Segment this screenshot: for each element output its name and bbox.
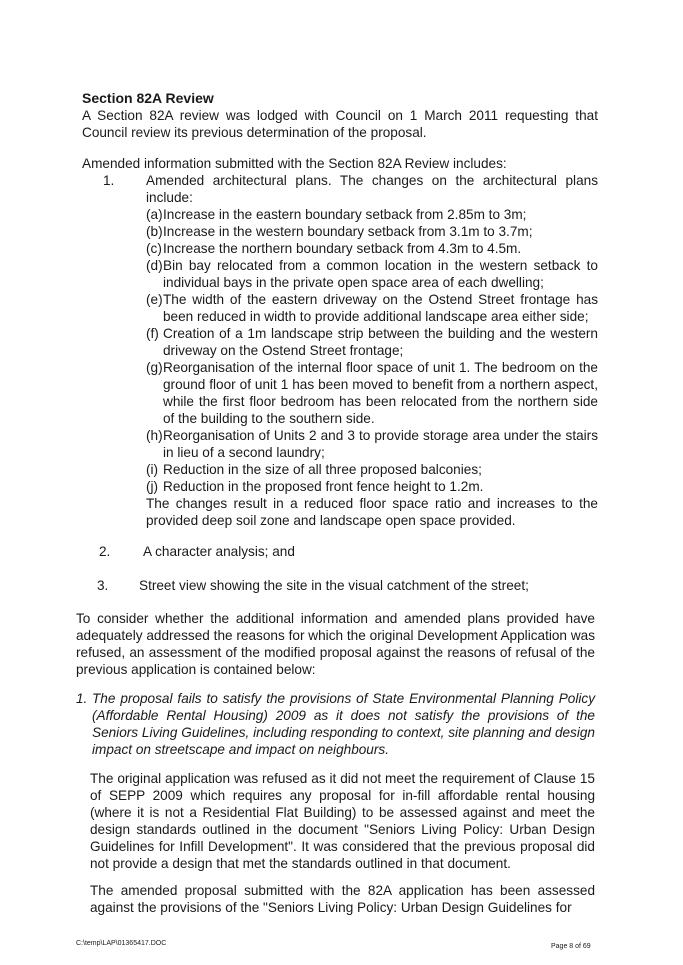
original-application-paragraph: The original application was refused as it did not meet the requirement of Clause 15 of SEPP 2009 which requires any proposal for in-fill affordable rental housing (where it is not a Residential Flat Building) to be assessed against and meet the design standards outlined in the document "Seniors Living Policy: Urban Design Guidelines for Infill Development". It was considered that the previous proposal did not provide a design that met the standards outlined in that document. bbox=[90, 771, 595, 871]
list-item-number: 1. bbox=[103, 173, 115, 188]
list-item-text: Street view showing the site in the visual catchment of the street; bbox=[139, 578, 529, 593]
sub-list-item-label: (a) bbox=[146, 207, 163, 222]
sub-list-item bbox=[146, 223, 598, 240]
section-heading: Section 82A Review bbox=[82, 90, 214, 106]
changes-summary: The changes result in a reduced floor space ratio and increases to the provided deep soil zone and landscape open space provided. bbox=[146, 496, 598, 528]
section-intro-paragraph: A Section 82A review was lodged with Council on 1 March 2011 requesting that Council review its previous determination of the proposal. bbox=[82, 108, 598, 140]
sub-list-item-label: (h) bbox=[146, 428, 163, 443]
footer-page-number: Page 8 of 69 bbox=[551, 943, 591, 950]
sub-list-item-label: (f) bbox=[146, 326, 159, 341]
list-item-text: Amended architectural plans. The changes on the architectural plans include: bbox=[146, 173, 598, 205]
sub-list-item-text: Reorganisation of the internal floor space of unit 1. The bedroom on the ground floor of unit 1 has been moved to benefit from a northern aspect, while the first floor bedroom has been relocated from the northern side of the building to the southern side. bbox=[163, 360, 598, 426]
sub-list-item-label: (c) bbox=[146, 241, 162, 256]
sub-list-item-label: (i) bbox=[146, 462, 159, 477]
sub-list-item bbox=[146, 461, 598, 478]
sub-list-item bbox=[146, 478, 598, 495]
sub-list-item-text: Increase the northern boundary setback from 4.3m to 4.5m. bbox=[163, 241, 522, 256]
amended-proposal-paragraph: The amended proposal submitted with the 82A application has been assessed against the provisions of the "Seniors Living Policy: Urban Design Guidelines for bbox=[90, 883, 595, 915]
sub-list-item-text: Reduction in the proposed front fence height to 1.2m. bbox=[163, 479, 484, 494]
list-item-text: A character analysis; and bbox=[143, 544, 295, 559]
sub-list-item-label: (j) bbox=[146, 479, 159, 494]
sub-list-item bbox=[146, 291, 598, 325]
sub-list-item bbox=[146, 325, 598, 359]
sub-list-item-label: (b) bbox=[146, 224, 163, 239]
sub-list-item bbox=[146, 257, 598, 291]
sub-list-item-label: (g) bbox=[146, 360, 163, 375]
sub-list-item bbox=[146, 359, 598, 427]
list-item-number: 3. bbox=[97, 578, 109, 593]
amended-intro: Amended information submitted with the Section 82A Review includes: bbox=[82, 156, 507, 171]
consideration-paragraph: To consider whether the additional information and amended plans provided have adequately addressed the reasons for which the original Development Application was refused, an assessment of the modified proposal against the reasons of refusal of the previous application is contained below: bbox=[76, 611, 595, 677]
sub-list-item-text: Reorganisation of Units 2 and 3 to provide storage area under the stairs in lieu of a second laundry; bbox=[163, 428, 598, 460]
sub-list-item-text: The width of the eastern driveway on the Ostend Street frontage has been reduced in width to provide additional landscape area either side; bbox=[163, 292, 598, 324]
sub-list-item-text: Reduction in the size of all three proposed balconies; bbox=[163, 462, 482, 477]
refusal-reason-text: The proposal fails to satisfy the provisions of State Environmental Planning Policy (Affordable Rental Housing) 2009 as it does not satisfy the provisions of the Seniors Living Guidelines, including responding to context, site planning and design impact on streetscape and impact on neighbours. bbox=[92, 691, 595, 757]
sub-list-item bbox=[146, 206, 598, 223]
reason-number: 1. bbox=[76, 691, 88, 706]
sub-list-item-label: (d) bbox=[146, 258, 163, 273]
sub-list-item-text: Creation of a 1m landscape strip between the building and the western driveway on the Ostend Street frontage; bbox=[163, 326, 598, 358]
sub-list-item-text: Increase in the eastern boundary setback from 2.85m to 3m; bbox=[163, 207, 527, 222]
footer-file-path: C:\temp\LAP\01365417.DOC bbox=[76, 940, 167, 947]
list-item-number: 2. bbox=[99, 544, 111, 559]
sub-list-item-label: (e) bbox=[146, 292, 163, 307]
sub-list-item-text: Increase in the western boundary setback from 3.1m to 3.7m; bbox=[163, 224, 533, 239]
sub-list-item bbox=[146, 427, 598, 461]
sub-list-item bbox=[146, 240, 598, 257]
sub-list-item-text: Bin bay relocated from a common location in the western setback to individual bays in the private open space area of each dwelling; bbox=[163, 258, 598, 290]
